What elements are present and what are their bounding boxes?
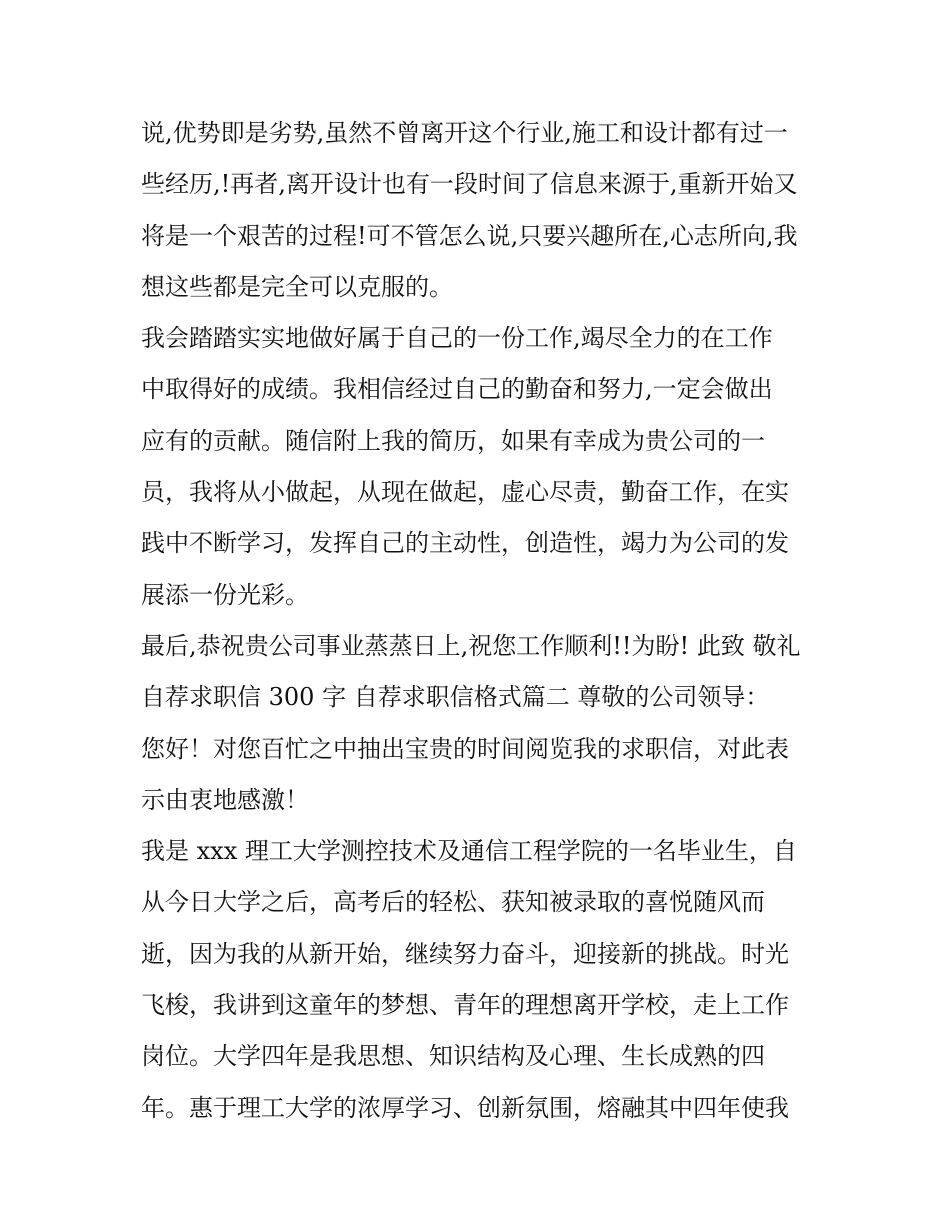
text-line: 最后,恭祝贵公司事业蒸蒸日上,祝您工作顺利!!为盼! 此致 敬礼 <box>141 631 801 660</box>
text-line: 飞梭，我讲到这童年的梦想、青年的理想离开学校，走上工作 <box>141 991 789 1020</box>
text-line: 中取得好的成绩。我相信经过自己的勤奋和努力,一定会做出 <box>141 375 773 404</box>
text-line: 展添一份光彩。 <box>141 580 309 609</box>
text-line: 些经历,!再者,离开设计也有一段时间了信息来源于,重新开始又 <box>141 170 798 199</box>
text-line: 想这些都是完全可以克服的。 <box>141 272 453 301</box>
text-line: 自荐求职信 300 字 自荐求职信格式篇二 尊敬的公司领导： <box>141 683 770 712</box>
text-line: 我会踏踏实实地做好属于自己的一份工作,竭尽全力的在工作 <box>141 324 773 353</box>
text-line: 从今日大学之后，高考后的轻松、获知被录取的喜悦随风而 <box>141 888 765 917</box>
document-body <box>141 108 821 1134</box>
text-line: 说,优势即是劣势,虽然不曾离开这个行业,施工和设计都有过一 <box>141 119 788 147</box>
text-line: 将是一个艰苦的过程!可不管怎么说,只要兴趣所在,心志所向,我 <box>141 221 798 250</box>
text-line: 您好！对您百忙之中抽出宝贵的时间阅览我的求职信，对此表 <box>141 734 789 763</box>
text-line: 逝，因为我的从新开始，继续努力奋斗，迎接新的挑战。时光 <box>141 939 789 968</box>
text-line: 员，我将从小做起，从现在做起，虚心尽责，勤奋工作，在实 <box>141 478 789 507</box>
text-line: 岗位。大学四年是我思想、知识结构及心理、生长成熟的四 <box>141 1042 765 1071</box>
text-line: 应有的贡献。随信附上我的简历，如果有幸成为贵公司的一 <box>141 426 765 455</box>
text-line: 示由衷地感激！ <box>141 785 309 814</box>
text-line: 年。惠于理工大学的浓厚学习、创新氛围，熔融其中四年使我 <box>141 1093 789 1122</box>
text-line: 我是 xxx 理工大学测控技术及通信工程学院的一名毕业生，自 <box>141 837 797 866</box>
text-line: 践中不断学习，发挥自己的主动性，创造性，竭力为公司的发 <box>141 529 789 558</box>
